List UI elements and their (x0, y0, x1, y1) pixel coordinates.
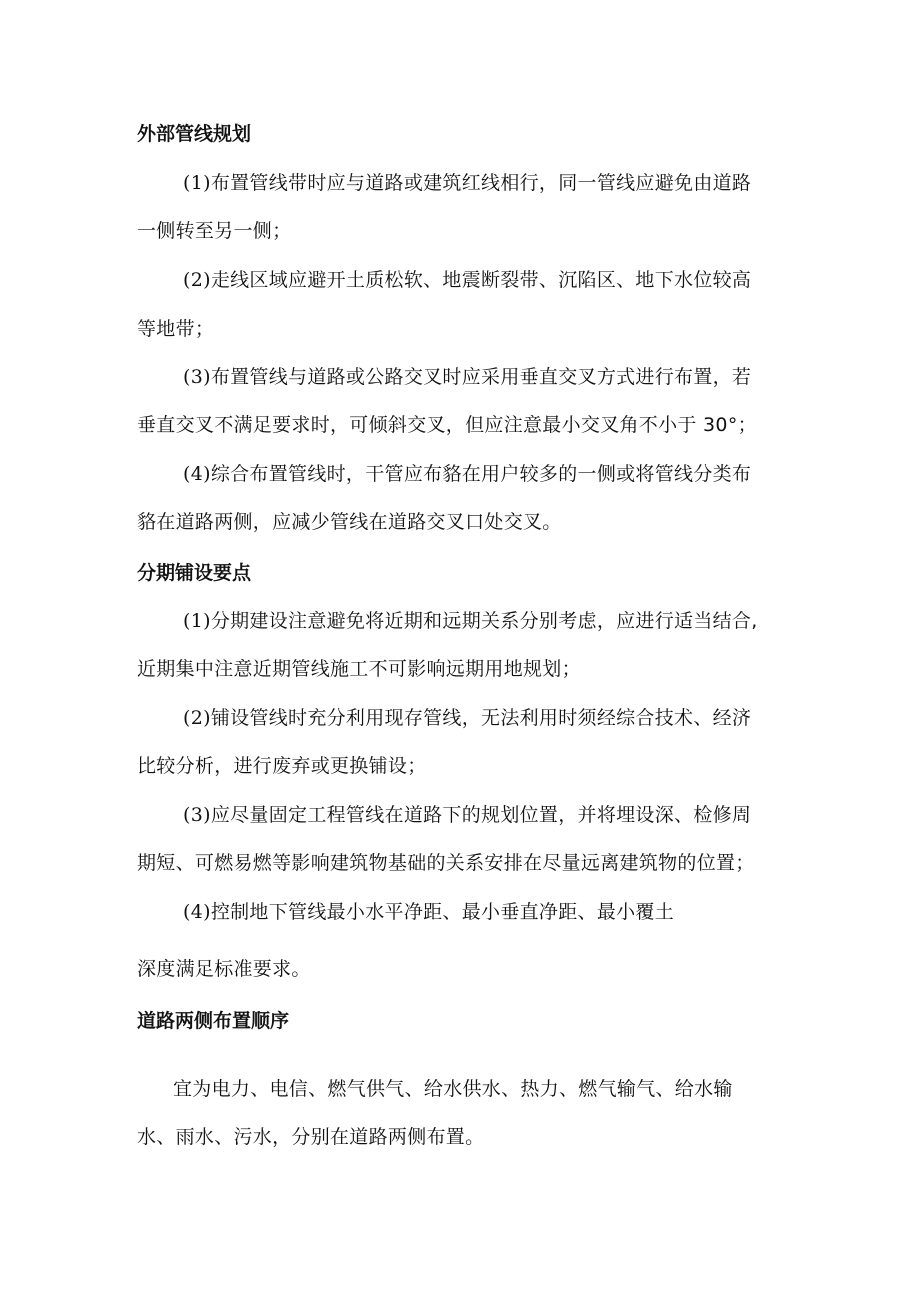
list-item-line (183, 899, 674, 925)
list-item-line (183, 802, 751, 828)
item-number: (4) (183, 463, 211, 485)
item-number: (1) (183, 172, 211, 194)
item-text: 应尽量固定工程管线在道路下的规划位置，并将埋设深、检修周 (210, 804, 752, 826)
list-item-continuation: 貉在道路两侧，应减少管线在道路交叉口处交叉。 (137, 511, 562, 533)
list-item-line (183, 608, 758, 634)
item-text: 控制地下管线最小水平净距、最小垂直净距、最小覆土 (210, 901, 675, 923)
item-text: 分期建设注意避免将近期和远期关系分别考虑，应进行适当结合, (210, 610, 758, 632)
item-text: 布置管线带时应与道路或建筑红线相行，同一管线应避免由道路 (210, 172, 752, 194)
item-text: 综合布置管线时，干管应布貉在用户较多的一侧或将管线分类布 (210, 463, 752, 485)
list-item-continuation: 比较分析，进行废弃或更换铺设； (137, 755, 427, 777)
list-item-line (183, 170, 751, 196)
list-item-line (183, 705, 751, 731)
list-item-line (183, 364, 751, 390)
section-heading-external-pipelines: 外部管线规划 (137, 123, 252, 145)
list-item-continuation: 期短、可燃易燃等影响建筑物基础的关系安排在尽量远离建筑物的位置； (137, 852, 755, 874)
list-item-continuation: 近期集中注意近期管线施工不可影响远期用地规划； (137, 658, 581, 680)
item-number: (3) (183, 366, 211, 388)
list-item-line (183, 461, 751, 487)
list-item-continuation: 等地带； (137, 318, 215, 340)
item-number: (2) (183, 269, 211, 291)
item-text: 铺设管线时充分利用现存管线，无法利用时须经综合技术、经济 (210, 707, 752, 729)
item-number: (2) (183, 707, 211, 729)
list-item-continuation: 深度满足标准要求。 (137, 958, 311, 980)
list-item-line (183, 267, 751, 293)
item-number: (4) (183, 901, 211, 923)
paragraph-continuation: 水、雨水、污水，分别在道路两侧布置。 (137, 1126, 485, 1148)
item-text: 走线区域应避开土质松软、地震断裂带、沉陷区、地下水位较高 (210, 269, 752, 291)
list-item-continuation: 一侧转至另一侧； (137, 220, 292, 242)
item-number: (1) (183, 610, 211, 632)
section-heading-road-side-order: 道路两侧布置顺序 (137, 1010, 290, 1032)
item-number: (3) (183, 804, 211, 826)
item-text: 布置管线与道路或公路交叉时应采用垂直交叉方式进行布置，若 (210, 366, 752, 388)
list-item-continuation: 垂直交叉不满足要求时，可倾斜交叉，但应注意最小交叉角不小于 30°； (137, 414, 757, 436)
section-heading-phased-laying: 分期铺设要点 (137, 562, 252, 584)
paragraph-line: 宜为电力、电信、燃气供气、给水供水、热力、燃气输气、给水输 (173, 1078, 733, 1100)
